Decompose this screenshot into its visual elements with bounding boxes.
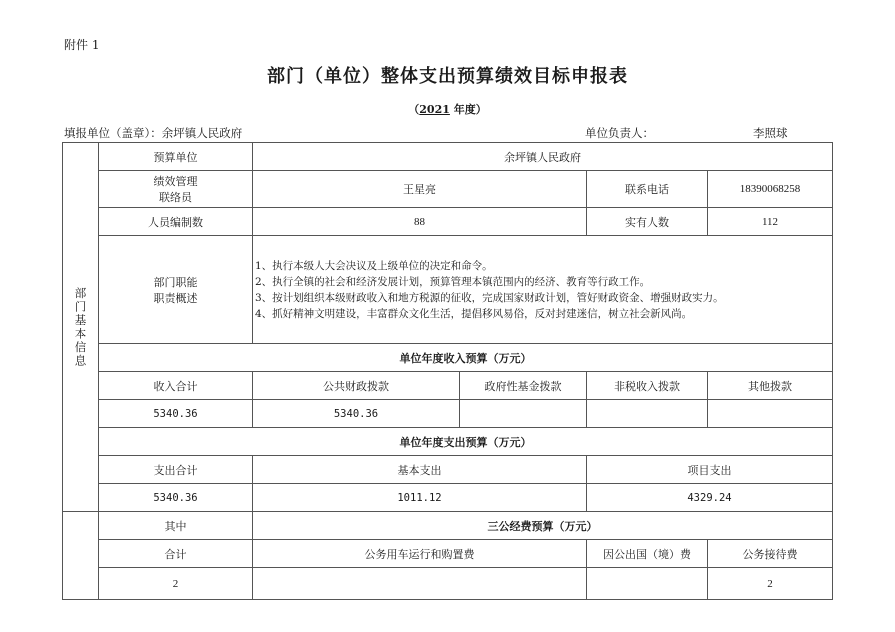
- income-value-nontax: [587, 400, 708, 428]
- three-public-value-reception: 2: [708, 568, 833, 600]
- table-row: [63, 456, 833, 484]
- year-number: 2021: [419, 103, 450, 116]
- staff-quota-label: 人员编制数: [99, 208, 253, 236]
- perf-mgmt-value: 王星亮: [253, 171, 587, 208]
- perf-mgmt-label-line1: 绩效管理: [153, 175, 198, 188]
- table-row: [63, 236, 833, 344]
- table-row: [63, 568, 833, 600]
- phone-value: 18390068258: [708, 171, 833, 208]
- expense-header-basic: 基本支出: [253, 456, 587, 484]
- year-prefix: （: [408, 103, 420, 116]
- phone-label: 联系电话: [587, 171, 708, 208]
- form-title: 部门（单位）整体支出预算绩效目标申报表: [267, 66, 628, 87]
- income-value-fund: [460, 400, 587, 428]
- three-public-section-title: 三公经费预算（万元）: [253, 512, 833, 540]
- three-public-header-reception: 公务接待费: [708, 540, 833, 568]
- table-row: [63, 512, 833, 540]
- duties-label-line2: 职责概述: [153, 291, 198, 305]
- year-label: [0, 101, 895, 117]
- table-row: [63, 171, 833, 208]
- budget-unit-value: 余坪镇人民政府: [253, 143, 833, 171]
- duties-text: [253, 236, 833, 344]
- actual-staff-value: 112: [708, 208, 833, 236]
- side-label: 部门基本信息: [63, 143, 99, 512]
- table-row: [63, 540, 833, 568]
- year-suffix: 年度）: [449, 103, 487, 116]
- income-section-title: 单位年度收入预算（万元）: [99, 344, 833, 372]
- three-public-header-abroad: 因公出国（境）费: [587, 540, 708, 568]
- table-row: [63, 428, 833, 456]
- table-row: [63, 484, 833, 512]
- duties-label: [99, 236, 253, 344]
- budget-form-table: [62, 142, 833, 600]
- expense-section-title: 单位年度支出预算（万元）: [99, 428, 833, 456]
- table-row: [63, 400, 833, 428]
- annex-label: 附件 1: [64, 38, 100, 52]
- table-row: [63, 344, 833, 372]
- side-blank: [63, 512, 99, 600]
- table-row: [63, 372, 833, 400]
- budget-unit-label: 预算单位: [99, 143, 253, 171]
- three-public-header-total: 合计: [99, 540, 253, 568]
- expense-value-project: 4329.24: [587, 484, 833, 512]
- duty-item: 4、抓好精神文明建设，丰富群众文化生活，提倡移风易俗，反对封建迷信，树立社会新风尚。: [255, 307, 693, 320]
- responsible-label: 单位负责人：: [585, 126, 654, 140]
- responsible-name: 李照球: [753, 126, 788, 140]
- income-header-total: 收入合计: [99, 372, 253, 400]
- table-row: [63, 143, 833, 171]
- expense-header-project: 项目支出: [587, 456, 833, 484]
- income-header-public: 公共财政拨款: [253, 372, 460, 400]
- duty-item: 2、执行全镇的社会和经济发展计划，预算管理本镇范围内的经济、教育等行政工作。: [255, 275, 651, 288]
- perf-mgmt-label: [99, 171, 253, 208]
- table-row: [63, 208, 833, 236]
- income-header-nontax: 非税收入拨款: [587, 372, 708, 400]
- expense-value-total: 5340.36: [99, 484, 253, 512]
- three-public-value-total: 2: [99, 568, 253, 600]
- filling-unit: 填报单位（盖章）：余坪镇人民政府: [64, 126, 243, 140]
- actual-staff-label: 实有人数: [587, 208, 708, 236]
- duties-label-line1: 部门职能: [153, 275, 198, 289]
- three-public-value-abroad: [587, 568, 708, 600]
- income-value-public: 5340.36: [253, 400, 460, 428]
- perf-mgmt-label-line2: 联络员: [159, 191, 192, 204]
- expense-header-total: 支出合计: [99, 456, 253, 484]
- staff-quota-value: 88: [253, 208, 587, 236]
- income-value-total: 5340.36: [99, 400, 253, 428]
- duty-item: 1、执行本级人大会决议及上级单位的决定和命令。: [255, 259, 493, 272]
- of-which-label: 其中: [99, 512, 253, 540]
- expense-value-basic: 1011.12: [253, 484, 587, 512]
- income-value-other: [708, 400, 833, 428]
- three-public-value-vehicle: [253, 568, 587, 600]
- duty-item: 3、按计划组织本级财政收入和地方税源的征收，完成国家财政计划，管好财政资金、增强财政实力。: [255, 291, 724, 304]
- three-public-header-vehicle: 公务用车运行和购置费: [253, 540, 587, 568]
- income-header-fund: 政府性基金拨款: [460, 372, 587, 400]
- income-header-other: 其他拨款: [708, 372, 833, 400]
